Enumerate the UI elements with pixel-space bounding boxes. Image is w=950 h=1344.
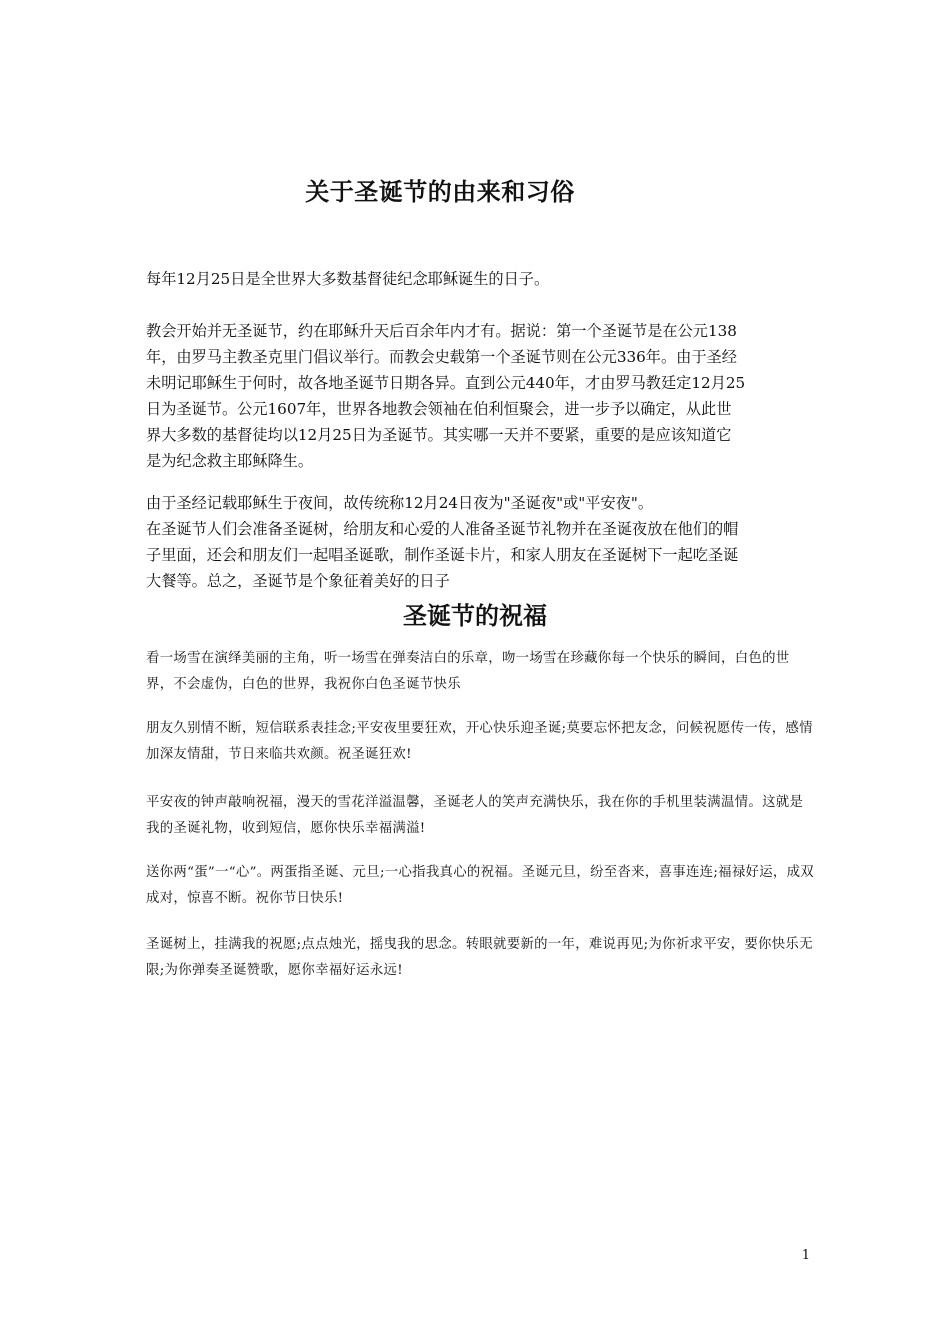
blessing-paragraph: 圣诞树上，挂满我的祝愿;点点烛光，摇曳我的思念。转眼就要新的一年，难说再见;为你祈求平安，要你快乐无限;为你弹奏圣诞赞歌，愿你幸福好运永远! [146,937,813,978]
blessing-paragraph: 平安夜的钟声敲响祝福，漫天的雪花洋溢温馨，圣诞老人的笑声充满快乐，我在你的手机里装满温情。这就是我的圣诞礼物，收到短信，愿你快乐幸福满溢! [146,795,804,836]
document-title: 关于圣诞节的由来和习俗 [305,177,575,206]
intro-paragraph: 由于圣经记载耶稣生于夜间，故传统称12月24日夜为"圣诞夜"或"平安夜"。 [146,494,654,512]
intro-paragraph: 教会开始并无圣诞节，约在耶稣升天后百余年内才有。据说：第一个圣诞节是在公元138年，由罗马主教圣克里门倡议举行。而教会史载第一个圣诞节则在公元336年。由于圣经未明记耶稣生于何时，故各地圣诞节日期各异。直到公元440年，才由罗马教廷定12月25日为圣诞节。公元1607年，世界各地教会领袖在伯利恒聚会，进一步予以确定，从此世界大多数的基督徒均以12月25日为圣诞节。其实哪一天并不要紧，重要的是应该知道它是为纪念救主耶稣降生。 [146,322,746,470]
intro-paragraph: 每年12月25日是全世界大多数基督徒纪念耶稣诞生的日子。 [146,270,550,288]
page-number: 1 [801,1248,810,1263]
section-subtitle: 圣诞节的祝福 [403,601,547,630]
intro-paragraph: 在圣诞节人们会准备圣诞树，给朋友和心爱的人准备圣诞节礼物并在圣诞夜放在他们的帽子里面，还会和朋友们一起唱圣诞歌，制作圣诞卡片，和家人朋友在圣诞树下一起吃圣诞大餐等。总之，圣诞节是个象征着美好的日子 [146,520,739,590]
blessing-paragraph: 朋友久别情不断，短信联系表挂念;平安夜里要狂欢，开心快乐迎圣诞;莫要忘怀把友念，问候祝愿传一传，感情加深友情甜，节日来临共欢颜。祝圣诞狂欢! [146,721,813,762]
blessing-paragraph: 看一场雪在演绎美丽的主角，听一场雪在弹奏洁白的乐章，吻一场雪在珍藏你每一个快乐的瞬间，白色的世界，不会虚伪，白色的世界，我祝你白色圣诞节快乐 [146,651,790,692]
blessing-paragraph: 送你两“蛋”一“心”。两蛋指圣诞、元旦;一心指我真心的祝福。圣诞元旦，纷至沓来，喜事连连;福禄好运，成双成对，惊喜不断。祝你节日快乐! [146,865,814,906]
